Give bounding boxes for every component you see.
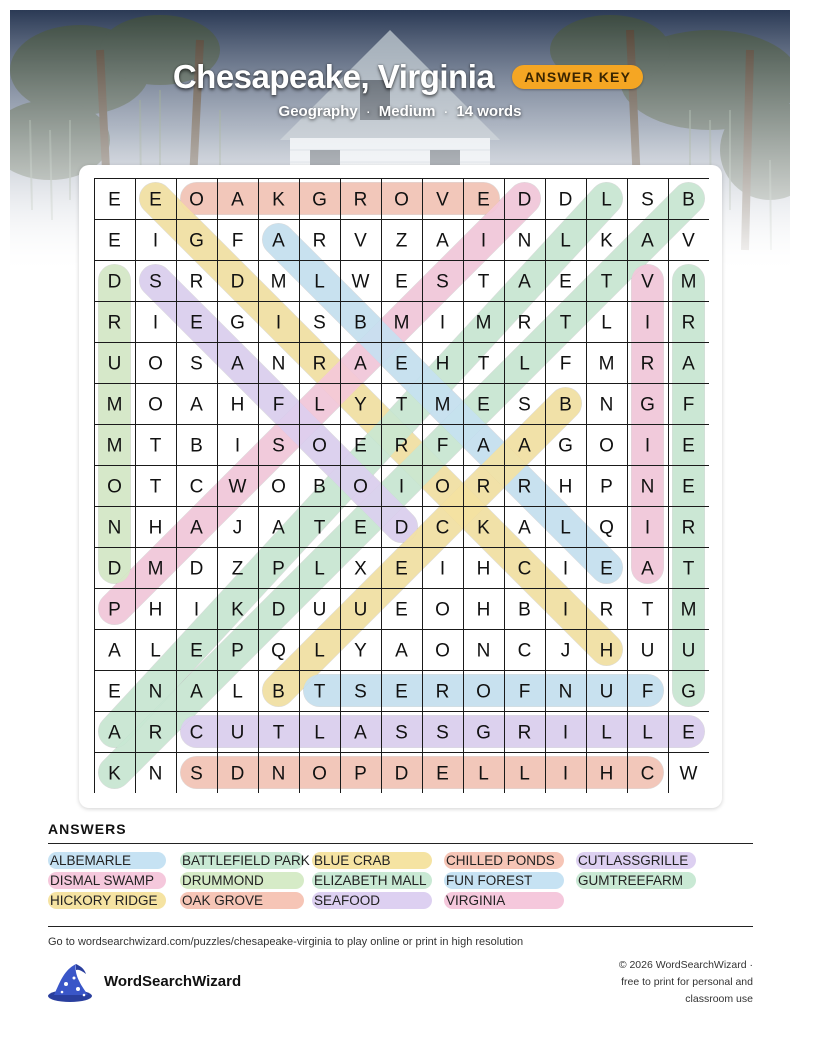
grid-cell-letter[interactable]: A — [354, 353, 367, 375]
grid-cell-letter[interactable]: N — [517, 230, 532, 252]
grid-cell-letter[interactable]: R — [148, 722, 163, 744]
answer-item: ELIZABETH MALL — [312, 872, 432, 889]
answer-item: GUMTREEFARM — [576, 872, 696, 889]
grid-cell-letter[interactable]: R — [312, 353, 327, 375]
grid-cell-letter[interactable]: O — [435, 640, 450, 662]
grid-cell-letter[interactable]: N — [558, 681, 573, 703]
grid-cell-letter[interactable]: R — [681, 517, 696, 539]
grid-cell-letter[interactable]: K — [108, 763, 121, 785]
grid-cell-letter[interactable]: L — [560, 517, 571, 539]
grid-cell-letter[interactable]: S — [190, 353, 203, 375]
grid-cell-letter[interactable]: D — [517, 189, 532, 211]
grid-cell-letter[interactable]: G — [476, 722, 491, 744]
grid-cell-letter[interactable]: D — [230, 763, 245, 785]
grid-cell-letter[interactable]: F — [518, 681, 531, 703]
grid-cell-letter[interactable]: P — [600, 476, 613, 498]
grid-cell-letter[interactable]: I — [562, 599, 569, 621]
grid-cell-letter[interactable]: M — [393, 312, 410, 334]
grid-cell-letter[interactable]: L — [314, 558, 325, 580]
grid-cell-letter[interactable]: O — [271, 476, 286, 498]
grid-cell-letter[interactable]: I — [275, 312, 282, 334]
grid-cell-letter[interactable]: L — [601, 722, 612, 744]
grid-cell-letter[interactable]: V — [641, 271, 654, 293]
grid-cell-letter[interactable]: E — [436, 763, 449, 785]
grid-cell-letter[interactable]: E — [395, 353, 408, 375]
grid-cell-letter[interactable]: A — [641, 230, 654, 252]
grid-cell-letter[interactable]: U — [681, 640, 696, 662]
grid-cell-letter[interactable]: R — [599, 599, 614, 621]
grid-cell-letter[interactable]: T — [149, 435, 162, 457]
grid-cell-letter[interactable]: T — [641, 599, 654, 621]
grid-cell-letter[interactable]: H — [148, 599, 163, 621]
grid-cell-letter[interactable]: T — [395, 394, 408, 416]
grid-cell-letter[interactable]: A — [231, 353, 244, 375]
grid-cell-letter[interactable]: T — [559, 312, 572, 334]
grid-cell-letter[interactable]: O — [107, 476, 122, 498]
grid-cell-letter[interactable]: D — [271, 599, 286, 621]
grid-cell-letter[interactable]: F — [682, 394, 695, 416]
grid-cell-letter[interactable]: O — [148, 353, 163, 375]
grid-cell-letter[interactable]: R — [517, 476, 532, 498]
grid-cell-letter[interactable]: Z — [395, 230, 408, 252]
grid-cell-letter[interactable]: D — [107, 271, 122, 293]
grid-cell-letter[interactable]: R — [517, 722, 532, 744]
grid-cell-letter[interactable]: B — [518, 599, 531, 621]
grid-cell-letter[interactable]: C — [517, 558, 532, 580]
grid-cell-letter[interactable]: I — [398, 476, 405, 498]
grid-cell-letter[interactable]: R — [640, 353, 655, 375]
grid-cell-letter[interactable]: H — [599, 763, 614, 785]
grid-cell-letter[interactable]: N — [640, 476, 655, 498]
grid-cell-letter[interactable]: N — [599, 394, 614, 416]
grid-cell-letter[interactable]: S — [149, 271, 162, 293]
grid-cell-letter[interactable]: L — [314, 394, 325, 416]
grid-cell-letter[interactable]: U — [640, 640, 655, 662]
grid-cell-letter[interactable]: R — [476, 476, 491, 498]
grid-cell-letter[interactable]: A — [518, 271, 531, 293]
grid-cell-letter[interactable]: E — [108, 681, 121, 703]
grid-cell-letter[interactable]: T — [149, 476, 162, 498]
grid-cell-letter[interactable]: A — [272, 517, 285, 539]
grid-cell-letter[interactable]: E — [682, 435, 695, 457]
copyright-line: © 2026 WordSearchWizard · — [618, 959, 753, 971]
grid-cell-letter[interactable]: N — [148, 763, 163, 785]
divider — [48, 843, 753, 844]
grid-cell-letter[interactable]: M — [598, 353, 615, 375]
grid-cell-letter[interactable]: B — [559, 394, 572, 416]
answer-item: DISMAL SWAMP — [48, 872, 166, 889]
grid-cell-letter[interactable]: U — [107, 353, 122, 375]
grid-cell-letter[interactable]: H — [435, 353, 450, 375]
grid-cell-letter[interactable]: U — [312, 599, 327, 621]
grid-cell-letter[interactable]: R — [435, 681, 450, 703]
grid-cell-letter[interactable]: T — [272, 722, 285, 744]
answer-item: FUN FOREST — [444, 872, 564, 889]
grid-cell-letter[interactable]: H — [148, 517, 163, 539]
grid-cell-letter[interactable]: A — [190, 681, 203, 703]
grid-cell-letter[interactable]: F — [641, 681, 654, 703]
answer-key-badge: ANSWER KEY — [512, 65, 643, 89]
grid-cell-letter[interactable]: I — [439, 312, 446, 334]
grid-cell-letter[interactable]: M — [434, 394, 451, 416]
grid-cell-letter[interactable]: X — [354, 558, 367, 580]
grid-cell-letter[interactable]: N — [476, 640, 491, 662]
grid-cell-letter[interactable]: Q — [271, 640, 286, 662]
grid-cell-letter[interactable]: R — [517, 312, 532, 334]
grid-cell-letter[interactable]: S — [395, 722, 408, 744]
grid-cell-letter[interactable]: S — [313, 312, 326, 334]
grid-cell-letter[interactable]: L — [601, 312, 612, 334]
grid-cell-letter[interactable]: I — [644, 435, 651, 457]
answer-item: HICKORY RIDGE — [48, 892, 166, 909]
grid-cell-letter[interactable]: T — [313, 517, 326, 539]
grid-cell-letter[interactable]: T — [477, 271, 490, 293]
grid-cell-letter[interactable]: H — [558, 476, 573, 498]
grid-cell-letter[interactable]: B — [272, 681, 285, 703]
grid-cell-letter[interactable]: R — [353, 189, 368, 211]
answer-item: BLUE CRAB — [312, 852, 432, 869]
grid-cell-letter[interactable]: K — [231, 599, 244, 621]
grid-cell-letter[interactable]: W — [351, 271, 370, 293]
grid-cell-letter[interactable]: E — [108, 230, 121, 252]
grid-cell-letter[interactable]: U — [230, 722, 245, 744]
grid-cell-letter[interactable]: F — [436, 435, 449, 457]
grid-cell-letter[interactable]: V — [354, 230, 367, 252]
grid-cell-letter[interactable]: M — [147, 558, 164, 580]
grid-cell-letter[interactable]: R — [394, 435, 409, 457]
grid-cell-letter[interactable]: O — [353, 476, 368, 498]
grid-cell-letter[interactable]: H — [476, 558, 491, 580]
grid-cell-letter[interactable]: D — [107, 558, 122, 580]
word-count-label: 14 words — [456, 103, 522, 120]
grid-cell-letter[interactable]: R — [107, 312, 122, 334]
grid-cell-letter[interactable]: M — [270, 271, 287, 293]
grid-cell-letter[interactable]: I — [562, 763, 569, 785]
grid-cell-letter[interactable]: O — [435, 476, 450, 498]
grid-cell-letter[interactable]: B — [313, 476, 326, 498]
grid-cell-letter[interactable]: G — [312, 189, 327, 211]
grid-cell-letter[interactable]: L — [150, 640, 161, 662]
grid-cell-letter[interactable]: T — [682, 558, 695, 580]
grid-cell-letter[interactable]: I — [439, 558, 446, 580]
grid-cell-letter[interactable]: S — [436, 722, 449, 744]
grid-cell-letter[interactable]: B — [354, 312, 367, 334]
grid-cell-letter[interactable]: C — [640, 763, 655, 785]
grid-cell-letter[interactable]: T — [313, 681, 326, 703]
grid-cell-letter[interactable]: A — [395, 640, 408, 662]
grid-cell-letter[interactable]: I — [152, 230, 159, 252]
grid-cell-letter[interactable]: A — [108, 640, 121, 662]
footer-link[interactable]: Go to wordsearchwizard.com/puzzles/chesapeake-virginia to play online or print in high resolution — [48, 936, 524, 948]
wizard-hat-icon — [46, 962, 94, 1004]
grid-cell-letter[interactable]: E — [354, 435, 367, 457]
grid-cell-letter[interactable]: A — [190, 394, 203, 416]
grid-cell-letter[interactable]: A — [108, 722, 121, 744]
grid-cell-letter[interactable]: C — [189, 722, 204, 744]
grid-cell-letter[interactable]: E — [190, 640, 203, 662]
answer-item: DRUMMOND — [180, 872, 304, 889]
grid-cell-letter[interactable]: E — [682, 722, 695, 744]
grid-cell-letter[interactable]: N — [271, 353, 286, 375]
grid-cell-letter[interactable]: W — [679, 763, 698, 785]
grid-cell-letter[interactable]: G — [189, 230, 204, 252]
answer-item: ALBEMARLE — [48, 852, 166, 869]
puzzle-meta — [0, 103, 800, 120]
grid-cell-letter[interactable]: A — [231, 189, 244, 211]
grid-cell-letter[interactable]: G — [230, 312, 245, 334]
grid-cell-letter[interactable]: I — [562, 558, 569, 580]
divider — [48, 926, 753, 927]
grid-cell-letter[interactable]: M — [106, 394, 123, 416]
grid-cell-letter[interactable]: A — [272, 230, 285, 252]
grid-cell-letter[interactable]: E — [682, 476, 695, 498]
grid-cell-letter[interactable]: I — [193, 599, 200, 621]
grid-cell-letter[interactable]: U — [353, 599, 368, 621]
grid-cell-letter[interactable]: V — [682, 230, 695, 252]
grid-cell-letter[interactable]: O — [189, 189, 204, 211]
grid-cell-letter[interactable]: L — [232, 681, 243, 703]
grid-cell-letter[interactable]: E — [190, 312, 203, 334]
copyright-line: free to print for personal and — [621, 976, 753, 988]
grid-cell-letter[interactable]: H — [476, 599, 491, 621]
grid-cell-letter[interactable]: F — [272, 394, 285, 416]
grid-cell-letter[interactable]: P — [272, 558, 285, 580]
word-search-grid[interactable] — [94, 178, 709, 793]
answer-item: CHILLED PONDS — [444, 852, 564, 869]
grid-cell-letter[interactable]: E — [108, 189, 121, 211]
grid-cell-letter[interactable]: A — [682, 353, 695, 375]
grid-cell-letter[interactable]: N — [107, 517, 122, 539]
category-label: Geography — [278, 103, 358, 120]
answer-item: BATTLEFIELD PARK — [182, 853, 310, 868]
grid-cell-letter[interactable]: E — [395, 558, 408, 580]
grid-cell-letter[interactable]: E — [477, 394, 490, 416]
grid-cell-letter[interactable]: S — [641, 189, 654, 211]
grid-cell-letter[interactable]: C — [517, 640, 532, 662]
grid-cell-letter[interactable]: A — [354, 722, 367, 744]
answer-item: VIRGINIA — [444, 892, 564, 909]
copyright — [583, 957, 753, 1008]
grid-cell-letter[interactable]: M — [475, 312, 492, 334]
grid-cell-letter[interactable]: O — [312, 763, 327, 785]
grid-cell-letter[interactable]: D — [558, 189, 573, 211]
grid-cell-letter[interactable]: K — [600, 230, 613, 252]
grid-cell-letter[interactable]: A — [518, 517, 531, 539]
grid-cell-letter[interactable]: A — [518, 435, 531, 457]
grid-cell-letter[interactable]: L — [642, 722, 653, 744]
grid-cell-letter[interactable]: K — [477, 517, 490, 539]
grid-cell-letter[interactable]: L — [519, 353, 530, 375]
grid-cell-letter[interactable]: L — [314, 640, 325, 662]
grid-cell-letter[interactable]: N — [271, 763, 286, 785]
grid-cell-letter[interactable]: Y — [354, 640, 367, 662]
grid-cell-letter[interactable]: I — [644, 312, 651, 334]
grid-cell-letter[interactable]: O — [435, 599, 450, 621]
grid-cell-letter[interactable]: B — [682, 189, 695, 211]
grid-cell-letter[interactable]: O — [148, 394, 163, 416]
grid-cell-letter[interactable]: E — [354, 517, 367, 539]
grid-cell-letter[interactable]: F — [231, 230, 244, 252]
grid-cell-letter[interactable]: P — [108, 599, 121, 621]
grid-cell-letter[interactable]: H — [599, 640, 614, 662]
answers-heading: ANSWERS — [48, 821, 127, 837]
page-title: Chesapeake, Virginia — [172, 58, 495, 95]
grid-cell-letter[interactable]: R — [681, 312, 696, 334]
grid-cell-letter[interactable]: J — [560, 640, 571, 662]
grid-cell-letter[interactable]: E — [395, 599, 408, 621]
grid-cell-letter[interactable]: M — [106, 435, 123, 457]
grid-cell-letter[interactable]: A — [477, 435, 490, 457]
meta-separator: · — [443, 103, 449, 120]
grid-cell-letter[interactable]: A — [641, 558, 654, 580]
grid-cell-letter[interactable]: L — [314, 271, 325, 293]
grid-cell-letter[interactable]: L — [314, 722, 325, 744]
grid-cell-letter[interactable]: E — [600, 558, 613, 580]
grid-cell-letter[interactable]: K — [272, 189, 285, 211]
grid-cell-letter[interactable]: D — [189, 558, 204, 580]
grid-cell-letter[interactable]: E — [395, 681, 408, 703]
grid-cell-letter[interactable]: I — [152, 312, 159, 334]
answer-item: CUTLASSGRILLE — [576, 852, 696, 869]
answer-item: SEAFOOD — [312, 892, 432, 909]
grid-cell-letter[interactable]: D — [394, 517, 409, 539]
grid-cell-letter[interactable]: I — [234, 435, 241, 457]
grid-cell-letter[interactable]: O — [394, 189, 409, 211]
grid-cell-letter[interactable]: D — [394, 763, 409, 785]
difficulty-label: Medium — [378, 103, 436, 120]
grid-cell-letter[interactable]: H — [230, 394, 245, 416]
grid-cell-letter[interactable]: C — [189, 476, 204, 498]
grid-cell-letter[interactable]: I — [480, 230, 487, 252]
grid-cell-letter[interactable]: M — [680, 271, 697, 293]
grid-cell-letter[interactable]: A — [436, 230, 449, 252]
grid-cell-letter[interactable]: E — [477, 189, 490, 211]
grid-cell-letter[interactable]: S — [354, 681, 367, 703]
meta-separator: · — [365, 103, 371, 120]
grid-cell-letter[interactable]: M — [680, 599, 697, 621]
answer-item: OAK GROVE — [180, 892, 304, 909]
grid-cell-letter[interactable]: O — [599, 435, 614, 457]
grid-cell-letter[interactable]: A — [190, 517, 203, 539]
grid-cell-letter[interactable]: T — [600, 271, 613, 293]
grid-cell-letter[interactable]: O — [476, 681, 491, 703]
grid-cell-letter[interactable]: B — [190, 435, 203, 457]
grid-cell-letter[interactable]: G — [640, 394, 655, 416]
grid-cell-letter[interactable]: E — [395, 271, 408, 293]
grid-cell-letter[interactable]: R — [189, 271, 204, 293]
grid-cell-letter[interactable]: L — [478, 763, 489, 785]
grid-cell-letter[interactable]: T — [477, 353, 490, 375]
grid-cell-letter[interactable]: F — [559, 353, 572, 375]
grid-cell-letter[interactable]: L — [560, 230, 571, 252]
grid-cell-letter[interactable]: W — [228, 476, 247, 498]
grid-cell-letter[interactable]: O — [312, 435, 327, 457]
grid-cell-letter[interactable]: I — [562, 722, 569, 744]
grid-cell-letter[interactable]: G — [558, 435, 573, 457]
grid-cell-letter[interactable]: R — [312, 230, 327, 252]
grid-cell-letter[interactable]: S — [518, 394, 531, 416]
grid-cell-letter[interactable]: P — [354, 763, 367, 785]
grid-cell-letter[interactable]: G — [681, 681, 696, 703]
grid-cell-letter[interactable]: J — [232, 517, 243, 539]
grid-cell-letter[interactable]: L — [519, 763, 530, 785]
grid-cell-letter[interactable]: D — [230, 271, 245, 293]
grid-cell-letter[interactable]: I — [644, 517, 651, 539]
copyright-line: classroom use — [685, 993, 753, 1005]
brand-name: WordSearchWizard — [104, 973, 242, 990]
grid-cell-letter[interactable]: S — [436, 271, 449, 293]
grid-cell-letter[interactable]: N — [148, 681, 163, 703]
grid-cell-letter[interactable]: V — [436, 189, 449, 211]
grid-cell-letter[interactable]: S — [272, 435, 285, 457]
grid-cell-letter[interactable]: Q — [599, 517, 614, 539]
grid-cell-letter[interactable]: L — [601, 189, 612, 211]
grid-cell-letter[interactable]: S — [190, 763, 203, 785]
grid-cell-letter[interactable]: E — [149, 189, 162, 211]
grid-cell-letter[interactable]: Y — [354, 394, 367, 416]
grid-cell-letter[interactable]: Z — [231, 558, 244, 580]
grid-cell-letter[interactable]: U — [599, 681, 614, 703]
grid-cell-letter[interactable]: C — [435, 517, 450, 539]
grid-cell-letter[interactable]: P — [231, 640, 244, 662]
grid-cell-letter[interactable]: E — [559, 271, 572, 293]
